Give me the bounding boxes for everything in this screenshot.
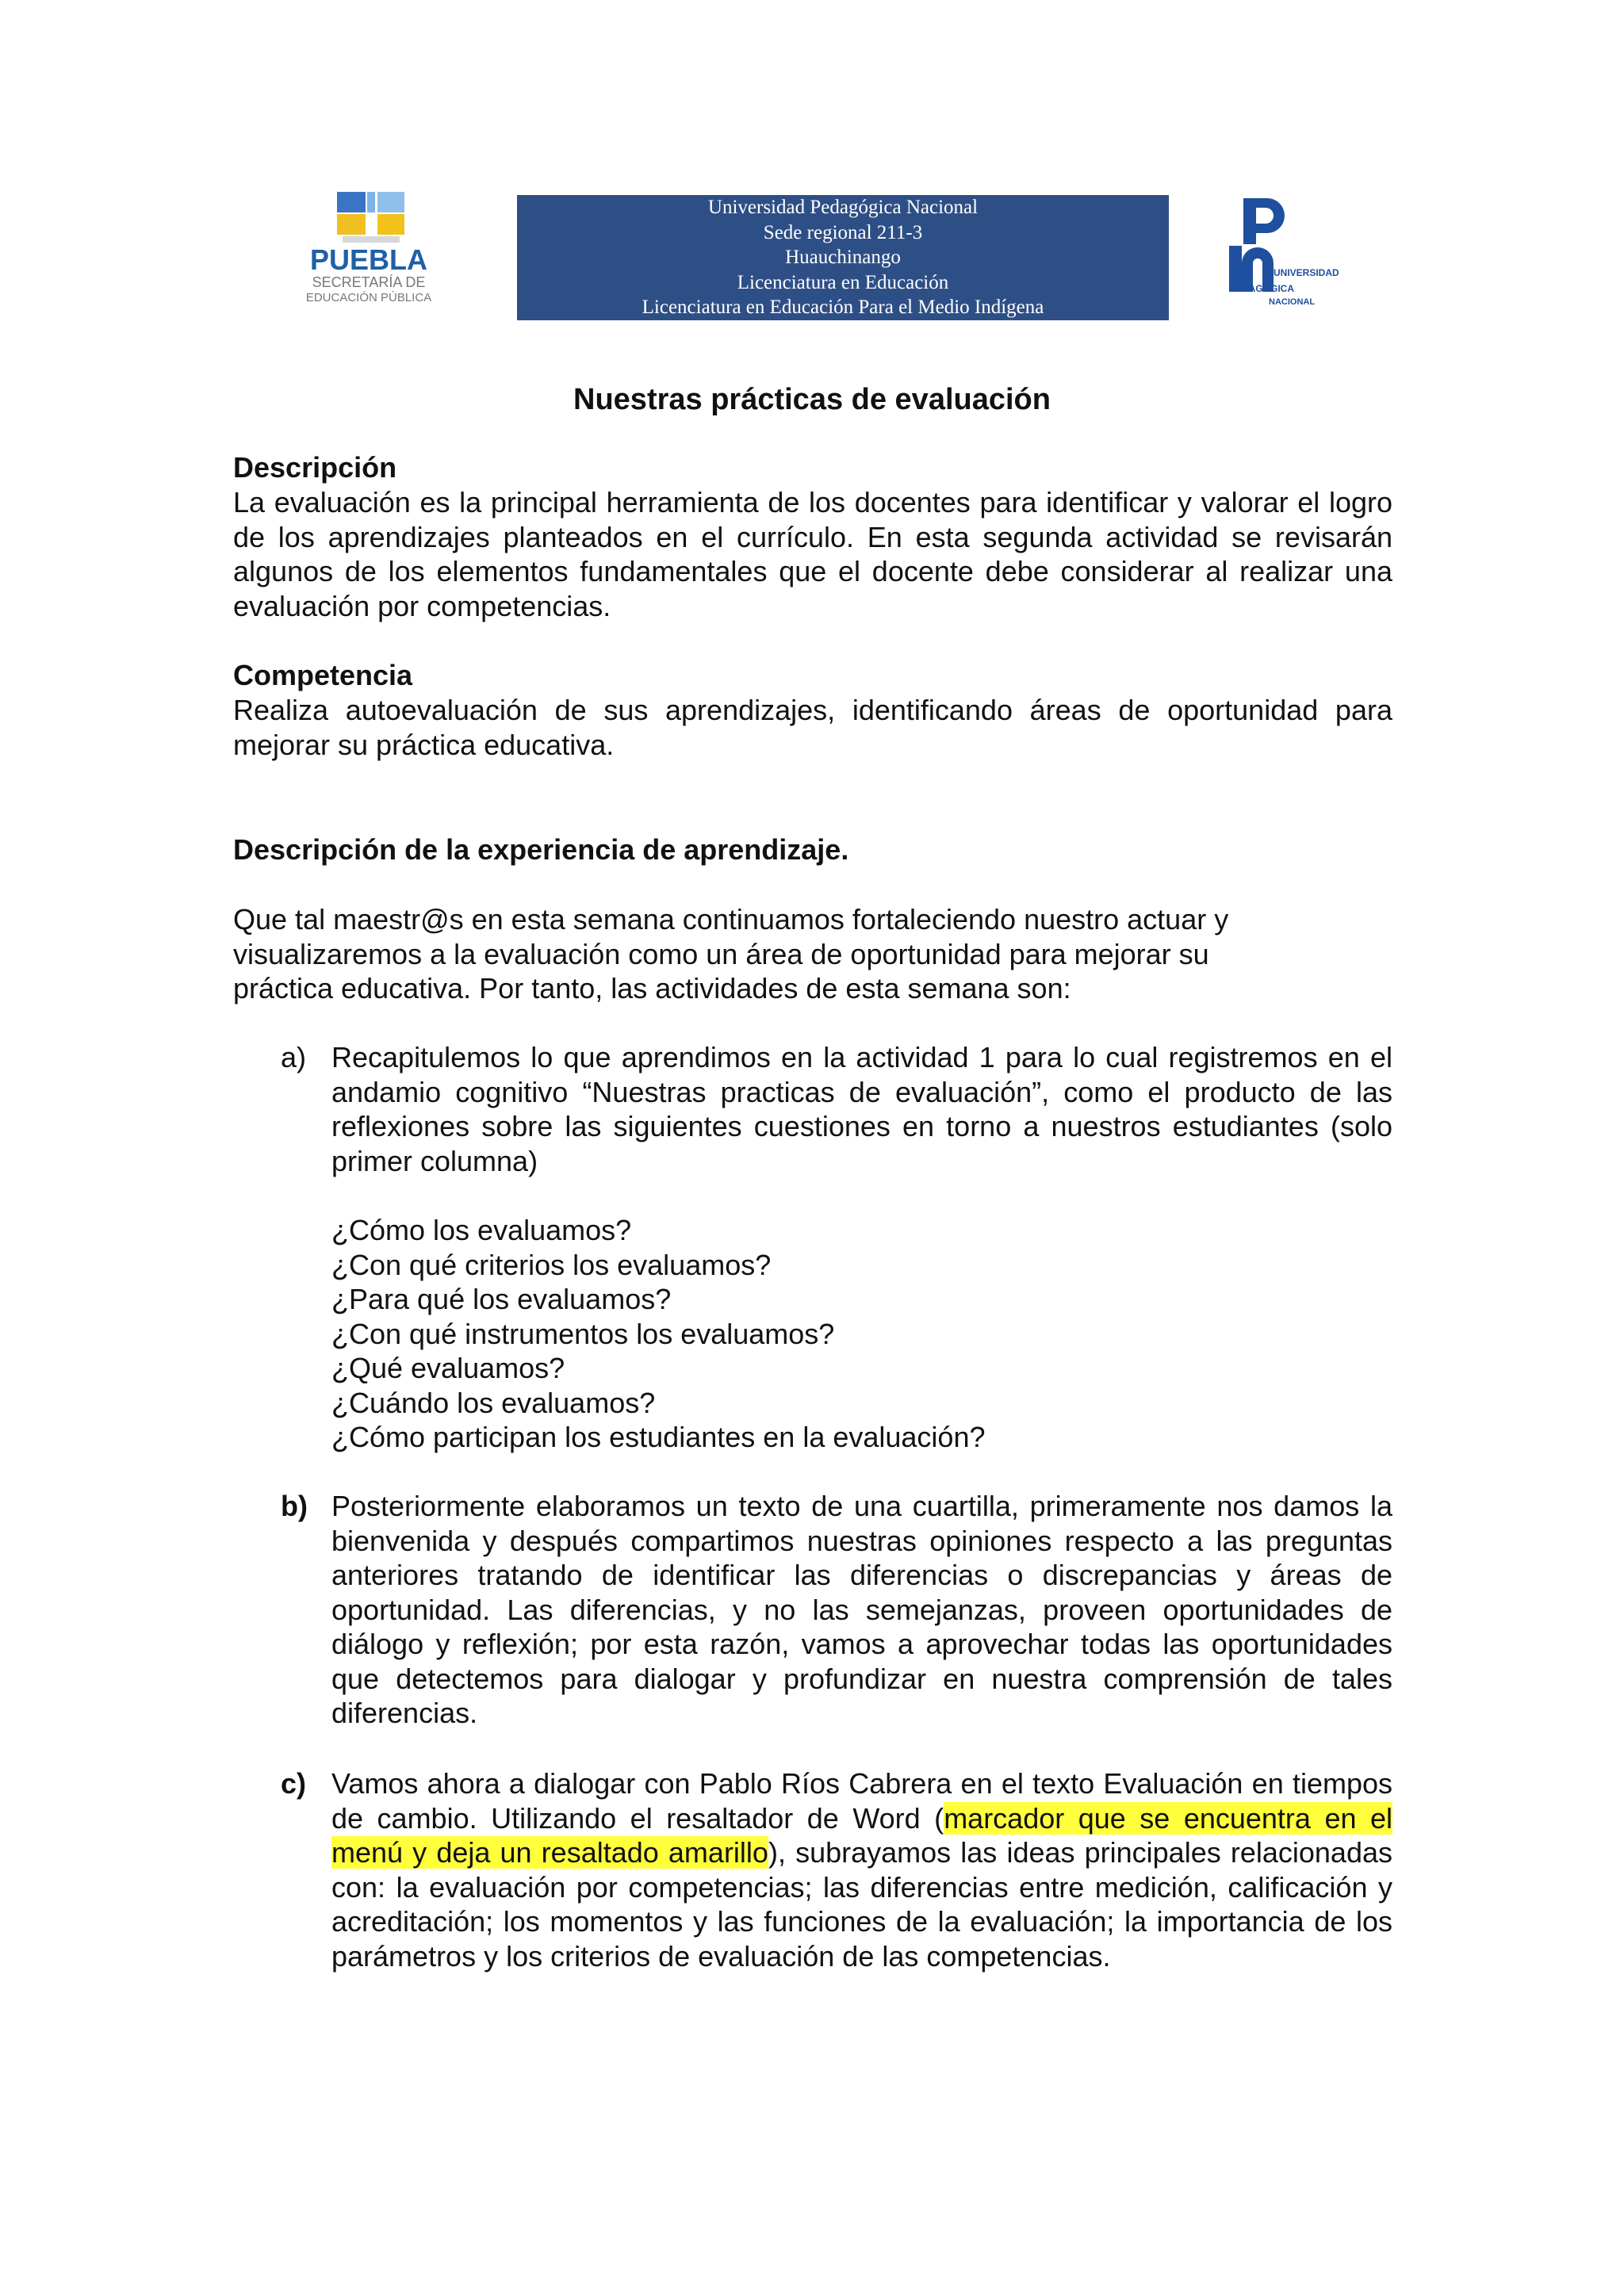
item-c-text-after: ), subrayamos las ideas principales relacionadas con: la evaluación por competencias; las diferencias entre medición, calificación y acreditación; los momentos y las funciones de la evaluación; la importancia de los parámetros y los criterios de evaluación de las competencias. (331, 1836, 1392, 1973)
experiencia-intro (233, 902, 1392, 1006)
list-item: ¿Qué evaluamos? (331, 1352, 565, 1384)
item-b-label: b) (281, 1490, 308, 1522)
item-c-text (331, 1766, 1392, 1973)
descripcion-heading: Descripción (233, 451, 397, 484)
item-c-label: c) (281, 1767, 307, 1800)
competencia-heading: Competencia (233, 659, 413, 691)
intro-line: Que tal maestr@s en esta semana continuamos fortaleciendo nuestro actuar y (233, 903, 1229, 936)
question-list (331, 1213, 1392, 1455)
intro-line: visualizaremos a la evaluación como un área de oportunidad para mejorar su (233, 937, 1209, 970)
list-item: ¿Para qué los evaluamos? (331, 1283, 672, 1315)
banner-line: Huauchinango (785, 247, 901, 269)
competencia-text: Realiza autoevaluación de sus aprendizajes, identificando áreas de oportunidad para mejorar su práctica educativa. (233, 694, 1392, 761)
banner-line: Licenciatura en Educación (737, 271, 949, 293)
banner-line: Sede regional 211-3 (763, 221, 923, 243)
page-title: Nuestras prácticas de evaluación (573, 383, 1051, 416)
list-item: ¿Con qué criterios los evaluamos? (331, 1248, 772, 1281)
banner-line: Licenciatura en Educación Para el Medio Indígena (642, 297, 1044, 319)
svg-text:NACIONAL: NACIONAL (1269, 297, 1316, 307)
puebla-emblem-icon (285, 190, 452, 317)
intro-line: práctica educativa. Por tanto, las actividades de esta semana son: (233, 972, 1071, 1004)
upn-emblem-icon (1228, 193, 1354, 312)
item-a-text: Recapitulemos lo que aprendimos en la actividad 1 para lo cual registremos en el andamio cognitivo “Nuestras practicas de evaluación”, como el producto de las reflexiones sobre las siguientes cuestiones en torno a nuestros estudiantes (solo primer columna) (331, 1041, 1392, 1177)
banner-line: Universidad Pedagógica Nacional (707, 197, 979, 219)
svg-text:PEDAGÓGICA: PEDAGÓGICA (1229, 283, 1295, 294)
list-item: ¿Cómo los evaluamos? (331, 1214, 632, 1246)
item-c-text-before: Vamos ahora a dialogar con Pablo Ríos Cabrera en el texto Evaluación en tiempos de cambio. Utilizando el resaltador de Word ( (331, 1767, 1392, 1835)
list-item: ¿Cómo participan los estudiantes en la evaluación? (331, 1421, 986, 1453)
experiencia-heading: Descripción de la experiencia de aprendizaje. (233, 833, 849, 866)
institution-banner (517, 195, 1169, 320)
svg-text:UNIVERSIDAD: UNIVERSIDAD (1274, 267, 1339, 278)
list-item: ¿Cuándo los evaluamos? (331, 1386, 656, 1419)
svg-text:PUEBLA: PUEBLA (309, 243, 428, 276)
item-a-label: a) (281, 1041, 307, 1073)
highlighted-text: marcador que se encuentra en el menú y deja un resaltado amarillo (331, 1801, 1393, 1869)
svg-text:SECRETARÍA DE: SECRETARÍA DE (312, 274, 426, 290)
svg-text:EDUCACIÓN PÚBLICA: EDUCACIÓN PÚBLICA (305, 291, 432, 304)
item-b-text: Posteriormente elaboramos un texto de una cuartilla, primeramente nos damos la bienvenida y después compartimos nuestras opiniones respecto a las preguntas anteriores tratando de identificar las diferencias o discrepancias y áreas de oportunidad. Las diferencias, y no las semejanzas, proveen oportunidades de diálogo y reflexión; por esta razón, vamos a aprovechar todas las oportunidades que detectemos para dialogar y profundizar en nuestra comprensión de tales diferencias. (331, 1490, 1392, 1729)
list-item: ¿Con qué instrumentos los evaluamos? (331, 1317, 835, 1350)
puebla-logo (285, 190, 452, 317)
upn-logo (1228, 193, 1354, 312)
descripcion-text: La evaluación es la principal herramienta de los docentes para identificar y valorar el logro de los aprendizajes planteados en el currículo. En esta segunda actividad se revisarán algunos de los elementos fundamentales que el docente debe considerar al realizar una evaluación por competencias. (233, 486, 1392, 622)
